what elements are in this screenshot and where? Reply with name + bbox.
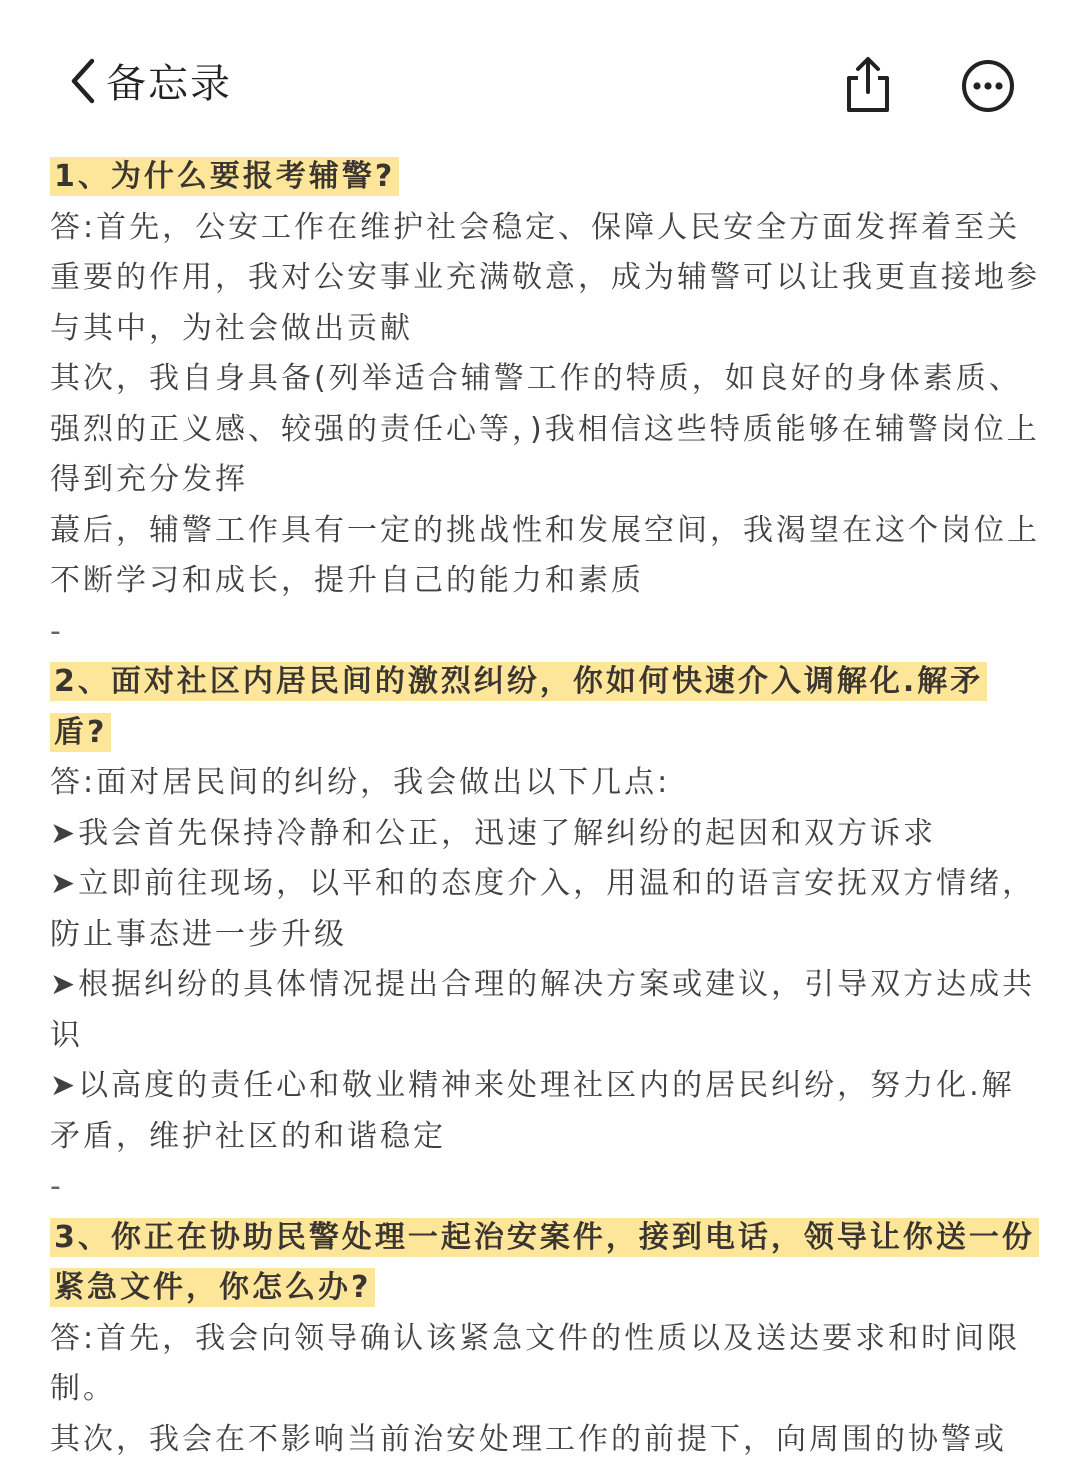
more-button[interactable] [960, 58, 1016, 114]
navigation-bar [0, 0, 1080, 150]
separator: - [50, 607, 1040, 658]
share-button[interactable] [842, 54, 894, 114]
page-title: 备忘录 [106, 52, 232, 109]
share-icon [842, 54, 894, 114]
chevron-left-icon [68, 57, 98, 105]
question-heading: 2、面对社区内居民间的激烈纠纷，你如何快速介入调解化.解矛盾? [50, 657, 1040, 758]
more-icon [960, 58, 1016, 114]
back-button[interactable] [68, 52, 232, 109]
question-heading: 1、为什么要报考辅警? [50, 152, 1040, 203]
answer-bullet: ➤我会首先保持冷静和公正，迅速了解纠纷的起因和双方诉求 [50, 809, 1040, 860]
note-body[interactable] [50, 152, 1040, 1465]
separator: - [50, 1162, 1040, 1213]
answer-bullet: ➤以高度的责任心和敬业精神来处理社区内的居民纠纷，努力化.解矛盾，维护社区的和谐稳定 [50, 1061, 1040, 1162]
answer-paragraph: 其次，我自身具备(列举适合辅警工作的特质，如良好的身体素质、强烈的正义感、较强的责任心等，)我相信这些特质能够在辅警岗位上得到充分发挥 [50, 354, 1040, 506]
answer-paragraph: 其次，我会在不影响当前治安处理工作的前提下，向周围的协警或 [50, 1415, 1040, 1465]
answer-paragraph: 答:面对居民间的纠纷，我会做出以下几点: [50, 758, 1040, 809]
answer-paragraph: 答:首先，我会向领导确认该紧急文件的性质以及送达要求和时间限制。 [50, 1314, 1040, 1415]
answer-paragraph: 蕞后，辅警工作具有一定的挑战性和发展空间，我渴望在这个岗位上不断学习和成长，提升自己的能力和素质 [50, 506, 1040, 607]
question-heading: 3、你正在协助民警处理一起治安案件，接到电话，领导让你送一份紧急文件，你怎么办? [50, 1213, 1040, 1314]
answer-paragraph: 答:首先，公安工作在维护社会稳定、保障人民安全方面发挥着至关重要的作用，我对公安事业充满敬意，成为辅警可以让我更直接地参与其中，为社会做出贡献 [50, 203, 1040, 355]
answer-bullet: ➤立即前往现场，以平和的态度介入，用温和的语言安抚双方情绪，防止事态进一步升级 [50, 859, 1040, 960]
answer-bullet: ➤根据纠纷的具体情况提出合理的解决方案或建议，引导双方达成共识 [50, 960, 1040, 1061]
